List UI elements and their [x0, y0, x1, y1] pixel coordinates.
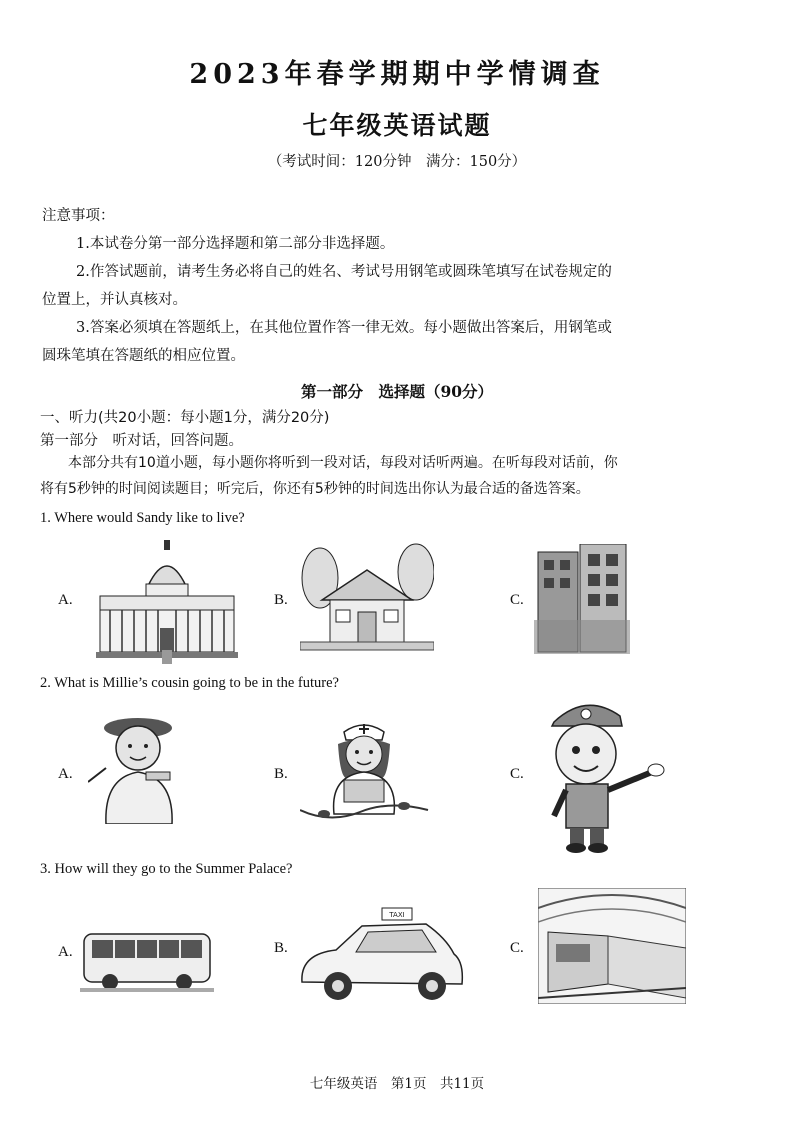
listening-subsection-heading: 第一部分 听对话，回答问题。	[40, 433, 243, 449]
q1-option-b-label: B.	[274, 592, 288, 608]
notes-item-3-line-1: 3.答案必须填在答题纸上，在其他位置作答一律无效。每小题做出答案后，用钢笔或	[76, 320, 612, 336]
policeman-picture	[540, 692, 668, 854]
exam-title: 2023年春学期期中学情调查	[189, 59, 605, 90]
q2-option-c-label: C.	[510, 766, 524, 782]
exam-subtitle: 七年级英语试题	[302, 111, 492, 140]
question-1-text: 1. Where would Sandy like to live?	[40, 510, 245, 526]
notes-heading: 注意事项：	[42, 208, 115, 224]
nurse-picture	[300, 714, 430, 826]
q1-option-a-label: A.	[58, 592, 73, 608]
q1-option-c-label: C.	[510, 592, 524, 608]
q2-option-a-label: A.	[58, 766, 73, 782]
house-picture	[300, 542, 434, 654]
q3-option-b-label: B.	[274, 940, 288, 956]
q3-option-c-label: C.	[510, 940, 524, 956]
page-footer: 七年级英语 第1页 共11页	[309, 1076, 485, 1092]
bus-picture	[80, 924, 214, 994]
listening-section-heading: 一、听力(共20小题：每小题1分，满分20分)	[40, 410, 330, 426]
intro-line-1: 本部分共有10道小题，每小题你将听到一段对话，每段对话听两遍。在听每段对话前，你	[68, 455, 618, 471]
taxi-picture	[296, 906, 466, 1012]
notes-item-1: 1.本试卷分第一部分选择题和第二部分非选择题。	[76, 236, 395, 252]
subway-train-picture	[538, 888, 686, 1004]
apartment-buildings-picture	[534, 544, 630, 654]
q3-option-a-label: A.	[58, 944, 73, 960]
part1-heading: 第一部分 选择题（90分）	[300, 382, 494, 401]
q2-option-b-label: B.	[274, 766, 288, 782]
intro-line-2: 将有5秒钟的时间阅读题目；听完后，你还有5秒钟的时间选出你认为最合适的备选答案。	[40, 481, 590, 497]
notes-item-2-line-2: 位置上，并认真核对。	[42, 292, 187, 308]
question-3-text: 3. How will they go to the Summer Palace?	[40, 861, 293, 877]
notes-block	[42, 202, 722, 370]
listening-intro	[40, 450, 720, 502]
taxi-sign-text: TAXI	[389, 911, 405, 919]
teacher-picture	[88, 712, 194, 824]
exam-info: （考试时间：120分钟 满分：150分）	[267, 154, 527, 170]
cathedral-picture	[96, 538, 238, 664]
notes-item-2-line-1: 2.作答试题前，请考生务必将自己的姓名、考试号用钢笔或圆珠笔填写在试卷规定的	[76, 264, 612, 280]
question-2-text: 2. What is Millie’s cousin going to be in the future?	[40, 675, 339, 691]
notes-item-3-line-2: 圆珠笔填在答题纸的相应位置。	[42, 348, 245, 364]
